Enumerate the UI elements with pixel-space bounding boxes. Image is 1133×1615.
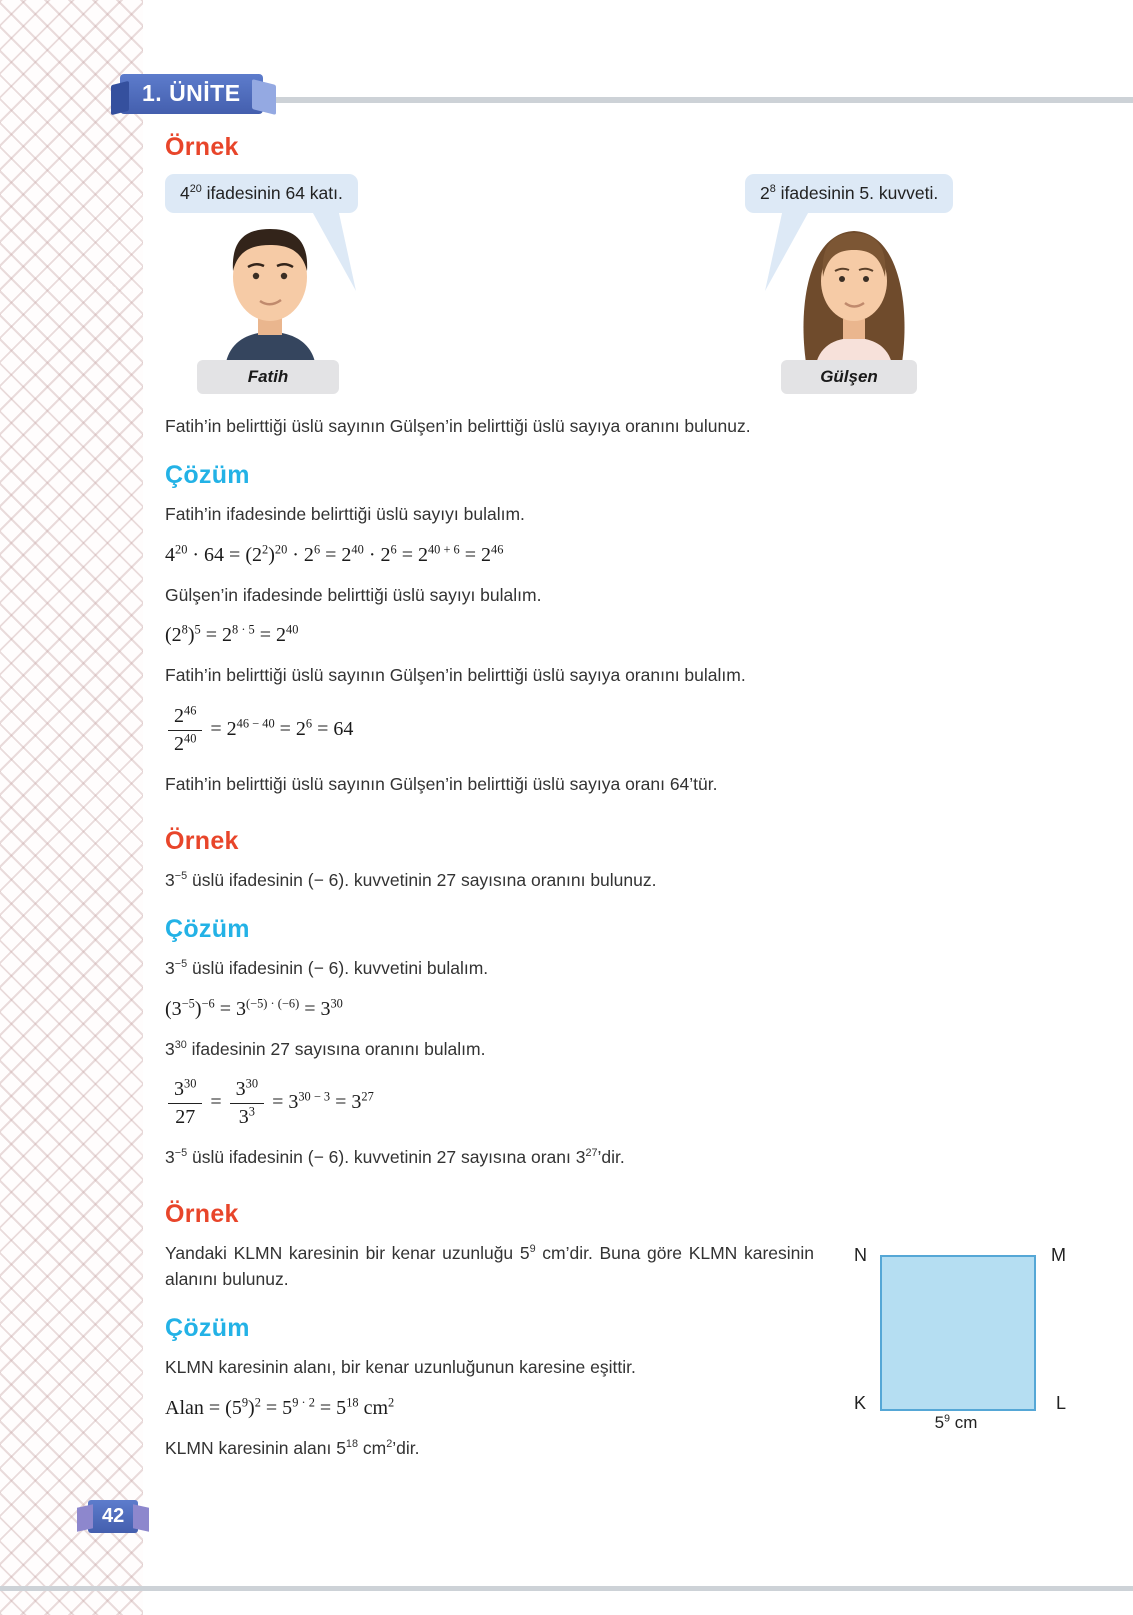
fatih-name-label: Fatih [197,360,339,394]
corner-label-n: N [854,1245,867,1266]
page-number-badge [88,1500,138,1533]
example-2-step-1-math: $(3^{-5})^{-6} = 3^{(-5) \cdot (-6)} = 3^{30}$ [165,995,343,1020]
corner-label-m: M [1051,1245,1066,1266]
example-1-solution-heading: Çözüm [165,461,250,490]
example-2-step-2-text: $3^{30}$ ifadesinin 27 sayısına oranını bulalım. [165,1038,486,1059]
example-1-heading: Örnek [165,133,239,161]
example-1-step-3-math: $\frac{2^{46}}{2^{40}}$ = $2^{46 - 40} = 2^6 = 64$ [165,705,1070,756]
footer-rule [0,1586,1133,1591]
fatih-photo [203,219,338,369]
square-side-length-label: $5^9$ cm [934,1412,978,1433]
example-3-question: Yandaki KLMN karesinin bir kenar uzunluğu $5^9$ cm’dir. Buna göre KLMN karesinin alanını bulunuz. [165,1243,815,1289]
example-2-step-2-math: $\frac{3^{30}}{27}$ = $\frac{3^{30}}{3^3}$ = $3^{30 - 3} = 3^{27}$ [165,1078,1070,1129]
left-margin-pattern [0,0,143,1615]
unit-badge [120,74,263,114]
example-2-conclusion: $3^{-5}$ üslü ifadesinin (− 6). kuvvetinin 27 sayısına oranı $3^{27}’dir$. [165,1147,625,1167]
example-1-question: Fatih’in belirttiği üslü sayının Gülşen’in belirttiği üslü sayıya oranını bulunuz. [165,416,751,436]
example-3-solution-heading: Çözüm [165,1314,250,1343]
dialogue-scene [165,174,1070,402]
example-1-step-2-text: Gülşen’in ifadesinde belirttiği üslü sayıyı bulalım. [165,584,542,605]
girl-avatar-illustration [787,219,922,369]
example-2-heading: Örnek [165,826,239,855]
example-2-step-1-text: $3^{-5}$ üslü ifadesinin (− 6). kuvvetini bulalım. [165,958,489,979]
example-1-step-1-text: Fatih’in ifadesinde belirttiği üslü sayıyı bulalım. [165,504,525,525]
klmn-square-figure [848,1243,1070,1455]
page-content [165,133,1070,1473]
example-3-step-1-math: Alan = $(5^9)^2 = 5^{9 \cdot 2} = 5^{18}$ $cm^2$ [165,1394,395,1419]
page-number: 42 [102,1505,125,1527]
header-rule [150,97,1133,103]
example-3-step-1-text: KLMN karesinin alanı, bir kenar uzunluğunun karesine eşittir. [165,1357,636,1378]
fatih-speech-bubble: $4^{20}$ ifadesinin 64 katı. [165,174,358,213]
boy-avatar-illustration [203,219,338,369]
example-1-step-1-math: $4^{20} \cdot 64 = (2^2)^{20} \cdot 2^6 = 2^{40} \cdot 2^6 = 2^{40 + 6} = 2^{46}$ [165,542,504,566]
example-1-step-3-text: Fatih’in belirttiği üslü sayının Gülşen’in belirttiği üslü sayıya oranını bulalım. [165,665,746,686]
gulsen-speech-bubble: $2^8$ ifadesinin 5. kuvveti. [745,174,953,213]
example-3-heading: Örnek [165,1200,239,1229]
unit-badge-label: 1. ÜNİTE [142,80,241,106]
gulsen-photo [787,219,922,369]
example-3-block [165,1241,1070,1473]
corner-label-l: L [1055,1393,1066,1414]
corner-label-k: K [854,1393,867,1414]
example-2-question: $3^{-5}$ üslü ifadesinin (− 6). kuvvetinin 27 sayısına oranını bulunuz. [165,869,657,890]
example-3-conclusion: KLMN karesinin alanı $5^{18}$ $cm^2’dir$. [165,1437,420,1458]
example-1-conclusion: Fatih’in belirttiği üslü sayının Gülşen’in belirttiği üslü sayıya oranı 64’tür. [165,773,718,794]
square-shape [880,1255,1036,1411]
example-2-solution-heading: Çözüm [165,915,250,944]
example-1-step-2-math: $(2^8)^5 = 2^{8 \cdot 5} = 2^{40}$ [165,622,299,647]
gulsen-name-label: Gülşen [781,360,917,394]
